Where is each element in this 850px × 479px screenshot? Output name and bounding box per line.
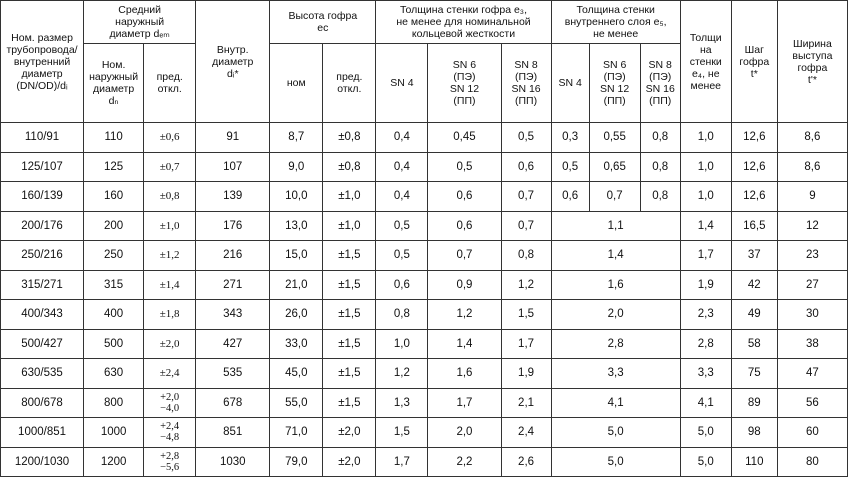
cell-height-deviation: ±1,0 (323, 182, 376, 212)
cell-inner-diameter: 216 (196, 241, 270, 271)
cell-e3-sn4: 1,5 (376, 418, 428, 448)
deviation-fraction: +2,8 −5,6 (160, 450, 180, 473)
cell-deviation: ±1,2 (144, 241, 196, 271)
cell-e5-sn4: 0,6 (551, 182, 589, 212)
cell-e3-sn4: 1,0 (376, 329, 428, 359)
cell-nominal-outer-diameter: 500 (84, 329, 144, 359)
cell-deviation: ±2,0 (144, 329, 196, 359)
table-header (1, 1, 848, 123)
header-nominal-size: Ном. размер трубопровода/ внутренний диаметр (DN/OD)/dᵢ (1, 1, 84, 123)
cell-nominal-outer-diameter: 125 (84, 152, 144, 182)
cell-e5-all: 5,0 (551, 447, 680, 477)
cell-e5-sn4: 0,3 (551, 123, 589, 153)
table-row (1, 418, 848, 448)
cell-e5-all: 1,6 (551, 270, 680, 300)
cell-nominal-outer-diameter: 1200 (84, 447, 144, 477)
cell-e3-sn4: 1,7 (376, 447, 428, 477)
cell-e3-sn6-12: 1,2 (428, 300, 501, 330)
cell-nominal-size: 1200/1030 (1, 447, 84, 477)
table-row (1, 300, 848, 330)
cell-height-deviation: ±0,8 (323, 152, 376, 182)
header-avg-outer-diameter: Средний наружный диаметр dₑₘ (84, 1, 196, 44)
cell-e3-sn6-12: 2,2 (428, 447, 501, 477)
cell-width: 30 (777, 300, 847, 330)
table-row (1, 359, 848, 389)
cell-nominal-outer-diameter: 160 (84, 182, 144, 212)
cell-width: 56 (777, 388, 847, 418)
cell-pitch: 75 (731, 359, 777, 389)
cell-e5-all: 1,1 (551, 211, 680, 241)
cell-e3-sn6-12: 1,6 (428, 359, 501, 389)
cell-deviation: ±1,8 (144, 300, 196, 330)
header-pitch: Шаг гофра t* (731, 1, 777, 123)
cell-width: 47 (777, 359, 847, 389)
cell-width: 8,6 (777, 152, 847, 182)
cell-pitch: 12,6 (731, 123, 777, 153)
cell-width: 23 (777, 241, 847, 271)
cell-e3-sn8-16: 0,5 (501, 123, 551, 153)
cell-height-deviation: ±0,8 (323, 123, 376, 153)
cell-corrugation-height: 21,0 (270, 270, 323, 300)
cell-e4: 1,0 (680, 123, 731, 153)
cell-width: 38 (777, 329, 847, 359)
cell-nominal-outer-diameter: 1000 (84, 418, 144, 448)
cell-inner-diameter: 343 (196, 300, 270, 330)
cell-e5-all: 1,4 (551, 241, 680, 271)
cell-corrugation-height: 55,0 (270, 388, 323, 418)
cell-e4: 1,0 (680, 182, 731, 212)
cell-e3-sn6-12: 0,6 (428, 182, 501, 212)
header-wall-corrugation: Толщина стенки гофра e₃, не менее для номинальной кольцевой жесткости (376, 1, 551, 44)
cell-e3-sn6-12: 2,0 (428, 418, 501, 448)
cell-e4: 1,4 (680, 211, 731, 241)
cell-nominal-size: 250/216 (1, 241, 84, 271)
cell-e3-sn4: 0,4 (376, 123, 428, 153)
cell-e3-sn6-12: 0,45 (428, 123, 501, 153)
cell-corrugation-height: 8,7 (270, 123, 323, 153)
cell-nominal-size: 200/176 (1, 211, 84, 241)
cell-inner-diameter: 176 (196, 211, 270, 241)
cell-deviation: ±0,7 (144, 152, 196, 182)
cell-deviation (144, 447, 196, 477)
cell-e3-sn8-16: 1,5 (501, 300, 551, 330)
table-row (1, 270, 848, 300)
cell-e4: 1,7 (680, 241, 731, 271)
header-inner-sn6-12: SN 6 (ПЭ) SN 12 (ПП) (589, 44, 640, 123)
cell-deviation: ±0,8 (144, 182, 196, 212)
cell-height-deviation: ±1,0 (323, 211, 376, 241)
cell-e4: 4,1 (680, 388, 731, 418)
cell-corrugation-height: 26,0 (270, 300, 323, 330)
cell-corrugation-height: 71,0 (270, 418, 323, 448)
cell-nominal-outer-diameter: 630 (84, 359, 144, 389)
cell-e5-all: 5,0 (551, 418, 680, 448)
cell-nominal-outer-diameter: 800 (84, 388, 144, 418)
cell-e5-all: 2,0 (551, 300, 680, 330)
cell-width: 80 (777, 447, 847, 477)
header-sn4: SN 4 (376, 44, 428, 123)
cell-pitch: 16,5 (731, 211, 777, 241)
header-nominal: ном (270, 44, 323, 123)
cell-e5-sn6-12: 0,65 (589, 152, 640, 182)
header-inner-layer: Толщина стенки внутреннего слоя e₅, не менее (551, 1, 680, 44)
cell-inner-diameter: 427 (196, 329, 270, 359)
cell-e3-sn4: 0,6 (376, 270, 428, 300)
cell-e4: 2,3 (680, 300, 731, 330)
cell-inner-diameter: 678 (196, 388, 270, 418)
cell-height-deviation: ±1,5 (323, 270, 376, 300)
cell-height-deviation: ±1,5 (323, 300, 376, 330)
cell-height-deviation: ±2,0 (323, 447, 376, 477)
cell-e3-sn6-12: 0,9 (428, 270, 501, 300)
cell-e3-sn4: 0,4 (376, 152, 428, 182)
cell-e5-sn6-12: 0,55 (589, 123, 640, 153)
cell-height-deviation: ±2,0 (323, 418, 376, 448)
header-inner-sn4: SN 4 (551, 44, 589, 123)
cell-e4: 5,0 (680, 418, 731, 448)
cell-inner-diameter: 851 (196, 418, 270, 448)
cell-e3-sn8-16: 2,6 (501, 447, 551, 477)
table-row (1, 447, 848, 477)
cell-e3-sn6-12: 1,4 (428, 329, 501, 359)
cell-pitch: 37 (731, 241, 777, 271)
cell-corrugation-height: 45,0 (270, 359, 323, 389)
table-row (1, 241, 848, 271)
deviation-fraction: +2,0 −4,0 (160, 391, 180, 414)
cell-e5-sn8-16: 0,8 (640, 123, 680, 153)
cell-e5-sn8-16: 0,8 (640, 182, 680, 212)
cell-height-deviation: ±1,5 (323, 388, 376, 418)
cell-e3-sn8-16: 0,7 (501, 182, 551, 212)
cell-corrugation-height: 9,0 (270, 152, 323, 182)
cell-e5-sn4: 0,5 (551, 152, 589, 182)
cell-e3-sn8-16: 2,1 (501, 388, 551, 418)
cell-e5-all: 4,1 (551, 388, 680, 418)
cell-pitch: 49 (731, 300, 777, 330)
cell-nominal-size: 125/107 (1, 152, 84, 182)
cell-e5-sn6-12: 0,7 (589, 182, 640, 212)
cell-e4: 5,0 (680, 447, 731, 477)
cell-pitch: 110 (731, 447, 777, 477)
cell-width: 12 (777, 211, 847, 241)
cell-deviation: ±0,6 (144, 123, 196, 153)
cell-e3-sn8-16: 1,7 (501, 329, 551, 359)
cell-e5-all: 3,3 (551, 359, 680, 389)
cell-e3-sn6-12: 1,7 (428, 388, 501, 418)
header-inner-sn8-16: SN 8 (ПЭ) SN 16 (ПП) (640, 44, 680, 123)
header-inner-diameter: Внутр. диаметр dᵢ* (196, 1, 270, 123)
table-row (1, 123, 848, 153)
table-row (1, 329, 848, 359)
header-sn8-16: SN 8 (ПЭ) SN 16 (ПП) (501, 44, 551, 123)
cell-nominal-size: 315/271 (1, 270, 84, 300)
cell-e3-sn8-16: 0,8 (501, 241, 551, 271)
cell-pitch: 42 (731, 270, 777, 300)
header-deviation-2: пред. откл. (323, 44, 376, 123)
deviation-fraction: +2,4 −4,8 (160, 421, 180, 444)
table-body (1, 123, 848, 477)
cell-height-deviation: ±1,5 (323, 329, 376, 359)
cell-e3-sn4: 0,5 (376, 211, 428, 241)
cell-pitch: 12,6 (731, 152, 777, 182)
cell-nominal-outer-diameter: 400 (84, 300, 144, 330)
table-row (1, 388, 848, 418)
cell-e3-sn8-16: 1,2 (501, 270, 551, 300)
cell-e5-sn8-16: 0,8 (640, 152, 680, 182)
header-nominal-outer-diameter: Ном. наружный диаметр dₙ (84, 44, 144, 123)
cell-corrugation-height: 15,0 (270, 241, 323, 271)
cell-e3-sn4: 0,8 (376, 300, 428, 330)
cell-e4: 1,9 (680, 270, 731, 300)
cell-nominal-size: 400/343 (1, 300, 84, 330)
cell-pitch: 98 (731, 418, 777, 448)
cell-height-deviation: ±1,5 (323, 241, 376, 271)
table-row (1, 182, 848, 212)
cell-nominal-size: 500/427 (1, 329, 84, 359)
cell-e3-sn8-16: 1,9 (501, 359, 551, 389)
cell-e3-sn8-16: 2,4 (501, 418, 551, 448)
cell-e3-sn6-12: 0,7 (428, 241, 501, 271)
cell-pitch: 12,6 (731, 182, 777, 212)
cell-inner-diameter: 535 (196, 359, 270, 389)
cell-e5-all: 2,8 (551, 329, 680, 359)
header-corrugation-height: Высота гофра eс (270, 1, 376, 44)
cell-e4: 2,8 (680, 329, 731, 359)
cell-height-deviation: ±1,5 (323, 359, 376, 389)
header-sn6-12: SN 6 (ПЭ) SN 12 (ПП) (428, 44, 501, 123)
cell-e4: 1,0 (680, 152, 731, 182)
cell-nominal-outer-diameter: 250 (84, 241, 144, 271)
header-wall-e4: Толщи на стенки e₄, не менее (680, 1, 731, 123)
cell-nominal-outer-diameter: 110 (84, 123, 144, 153)
cell-deviation: ±1,0 (144, 211, 196, 241)
cell-e3-sn6-12: 0,5 (428, 152, 501, 182)
cell-pitch: 58 (731, 329, 777, 359)
cell-nominal-outer-diameter: 315 (84, 270, 144, 300)
cell-corrugation-height: 33,0 (270, 329, 323, 359)
cell-corrugation-height: 10,0 (270, 182, 323, 212)
cell-e3-sn8-16: 0,7 (501, 211, 551, 241)
cell-width: 9 (777, 182, 847, 212)
cell-e3-sn4: 1,3 (376, 388, 428, 418)
cell-corrugation-height: 13,0 (270, 211, 323, 241)
table-row (1, 211, 848, 241)
cell-e3-sn8-16: 0,6 (501, 152, 551, 182)
cell-inner-diameter: 91 (196, 123, 270, 153)
cell-width: 8,6 (777, 123, 847, 153)
cell-width: 60 (777, 418, 847, 448)
header-deviation: пред. откл. (144, 44, 196, 123)
cell-nominal-size: 800/678 (1, 388, 84, 418)
cell-pitch: 89 (731, 388, 777, 418)
header-width: Ширина выступа гофра t'* (777, 1, 847, 123)
cell-width: 27 (777, 270, 847, 300)
cell-nominal-size: 110/91 (1, 123, 84, 153)
cell-deviation (144, 388, 196, 418)
cell-corrugation-height: 79,0 (270, 447, 323, 477)
cell-e3-sn4: 0,4 (376, 182, 428, 212)
cell-nominal-size: 630/535 (1, 359, 84, 389)
cell-nominal-size: 1000/851 (1, 418, 84, 448)
cell-deviation: ±2,4 (144, 359, 196, 389)
cell-nominal-outer-diameter: 200 (84, 211, 144, 241)
cell-e4: 3,3 (680, 359, 731, 389)
cell-inner-diameter: 271 (196, 270, 270, 300)
cell-deviation: ±1,4 (144, 270, 196, 300)
cell-inner-diameter: 1030 (196, 447, 270, 477)
cell-deviation (144, 418, 196, 448)
cell-e3-sn4: 0,5 (376, 241, 428, 271)
table-row (1, 152, 848, 182)
cell-nominal-size: 160/139 (1, 182, 84, 212)
cell-inner-diameter: 107 (196, 152, 270, 182)
cell-e3-sn4: 1,2 (376, 359, 428, 389)
cell-inner-diameter: 139 (196, 182, 270, 212)
cell-e3-sn6-12: 0,6 (428, 211, 501, 241)
